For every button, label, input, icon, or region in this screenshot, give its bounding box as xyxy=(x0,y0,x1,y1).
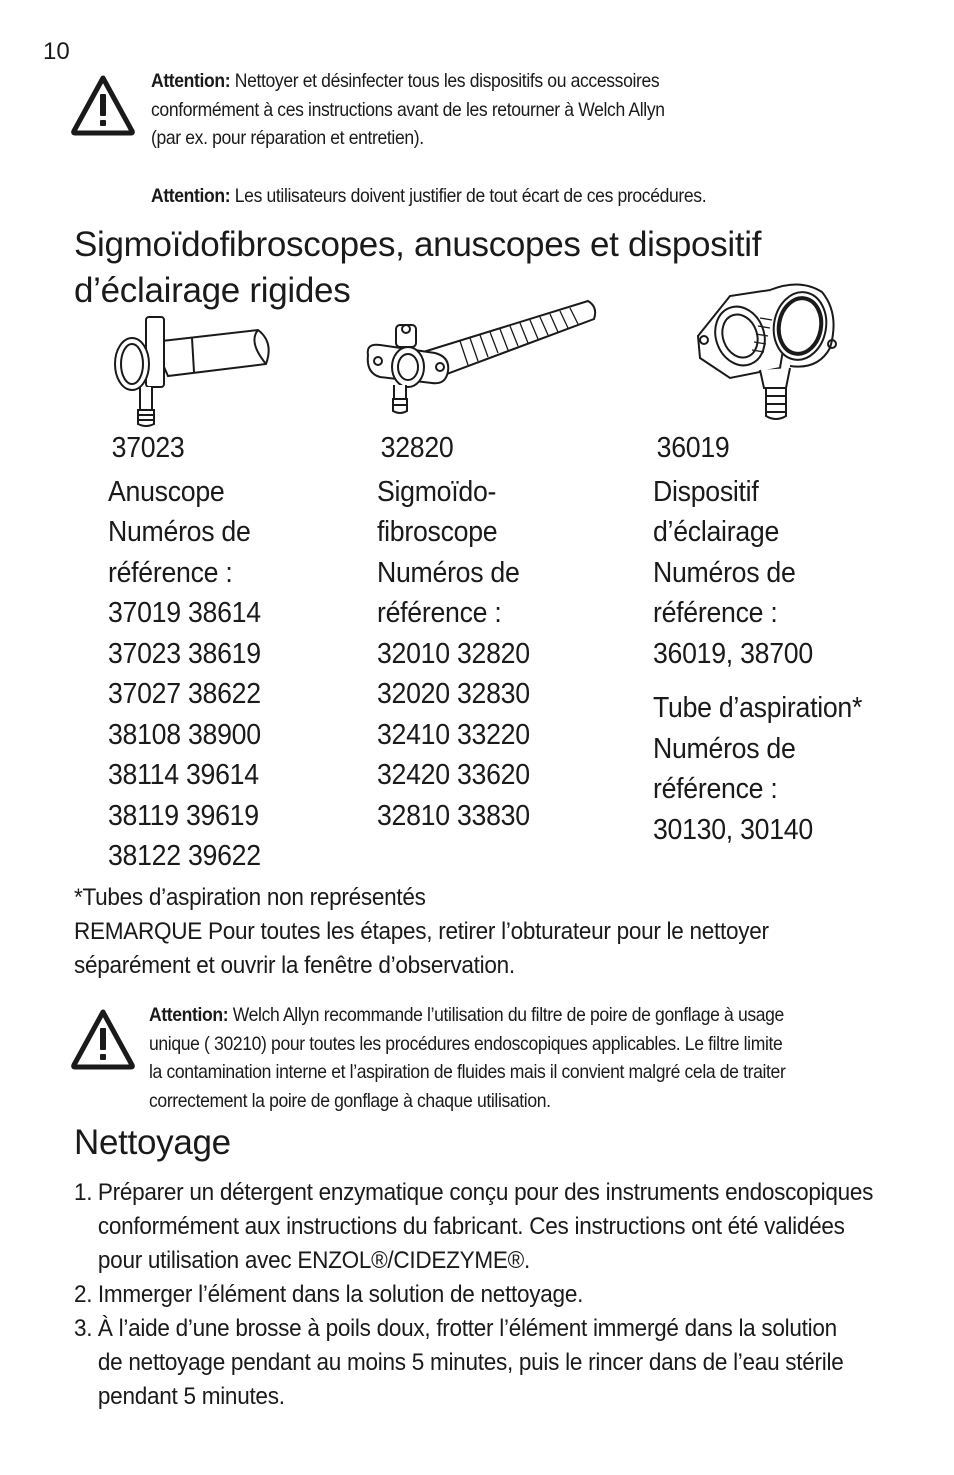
warning-label: Attention: xyxy=(151,185,231,207)
suction-tube-title: Tube d’aspiration* xyxy=(653,692,863,724)
product-code: 37023 xyxy=(111,432,185,464)
footnote: *Tubes d’aspiration non représentés xyxy=(74,884,426,911)
product-column-sigmoidofibroscope: 32820 Sigmoïdo- fibroscope Numéros de référence : 32010 32820 32020 32830 32410 33220 32420 33620 32810 33830 xyxy=(377,428,530,836)
anuscope-illustration xyxy=(108,312,273,430)
warning-triangle-icon xyxy=(70,74,136,136)
product-column-illuminator: 36019 Dispositif d’éclairage Numéros de référence : 36019, 38700 Tube d’aspiration* Numéros de référence : 30130, 30140 xyxy=(653,428,862,850)
cleaning-steps xyxy=(74,1176,873,1414)
section-title-rigid-scopes: Sigmoïdofibroscopes, anuscopes et dispositif d’éclairage rigides xyxy=(74,225,762,310)
step-item: 2. Immerger l’élément dans la solution de nettoyage. xyxy=(74,1281,584,1308)
product-code: 36019 xyxy=(656,432,730,464)
step-item: 3. À l’aide d’une brosse à poils doux, frotter l’élément immergé dans la solution de nettoyage pendant au moins 5 minutes, puis le rincer dans de l’eau stérile pendant 5 minutes. xyxy=(74,1315,844,1410)
warning-attention-filter: Attention: Welch Allyn recommande l’utilisation du filtre de poire de gonflage à usage unique ( 30210) pour toutes les procédures endoscopiques applicables. Le filtre limite la contamination interne et l’aspiration de fluides mais il convient malgré cela de traiter correctement la poire de gonflage à chaque utilisation. xyxy=(149,1004,786,1112)
product-column-anuscope: 37023 Anuscope Numéros de référence : 37019 38614 37023 38619 37027 38622 38108 38900 38114 39614 38119 39619 38122 39622 xyxy=(108,428,261,877)
product-code: 32820 xyxy=(380,432,454,464)
warning-attention-return: Attention: Nettoyer et désinfecter tous les dispositifs ou accessoires conformément à ces instructions avant de les retourner à Welch Allyn (par ex. pour réparation et entretien). xyxy=(151,70,665,149)
remark-line: REMARQUE Pour toutes les étapes, retirer l’obturateur pour le nettoyer xyxy=(74,918,769,945)
warning-label: Attention: xyxy=(149,1004,229,1026)
warning-triangle-icon xyxy=(70,1008,136,1070)
warning-attention-deviation: Attention: Les utilisateurs doivent justifier de tout écart de ces procédures. xyxy=(151,185,707,207)
illuminator-illustration xyxy=(690,278,850,426)
remark-line: séparément et ouvrir la fenêtre d’observation. xyxy=(74,952,515,979)
section-title-cleaning: Nettoyage xyxy=(74,1123,231,1162)
step-item: 1. Préparer un détergent enzymatique conçu pour des instruments endoscopiques conformément aux instructions du fabricant. Ces instructions ont été validées pour utilisation avec ENZOL®/CIDEZYME®. xyxy=(74,1179,874,1274)
sigmoidofibroscope-illustration xyxy=(360,295,600,420)
remark-block xyxy=(74,881,769,983)
page-number: 10 xyxy=(43,38,70,65)
warning-label: Attention: xyxy=(151,70,231,92)
